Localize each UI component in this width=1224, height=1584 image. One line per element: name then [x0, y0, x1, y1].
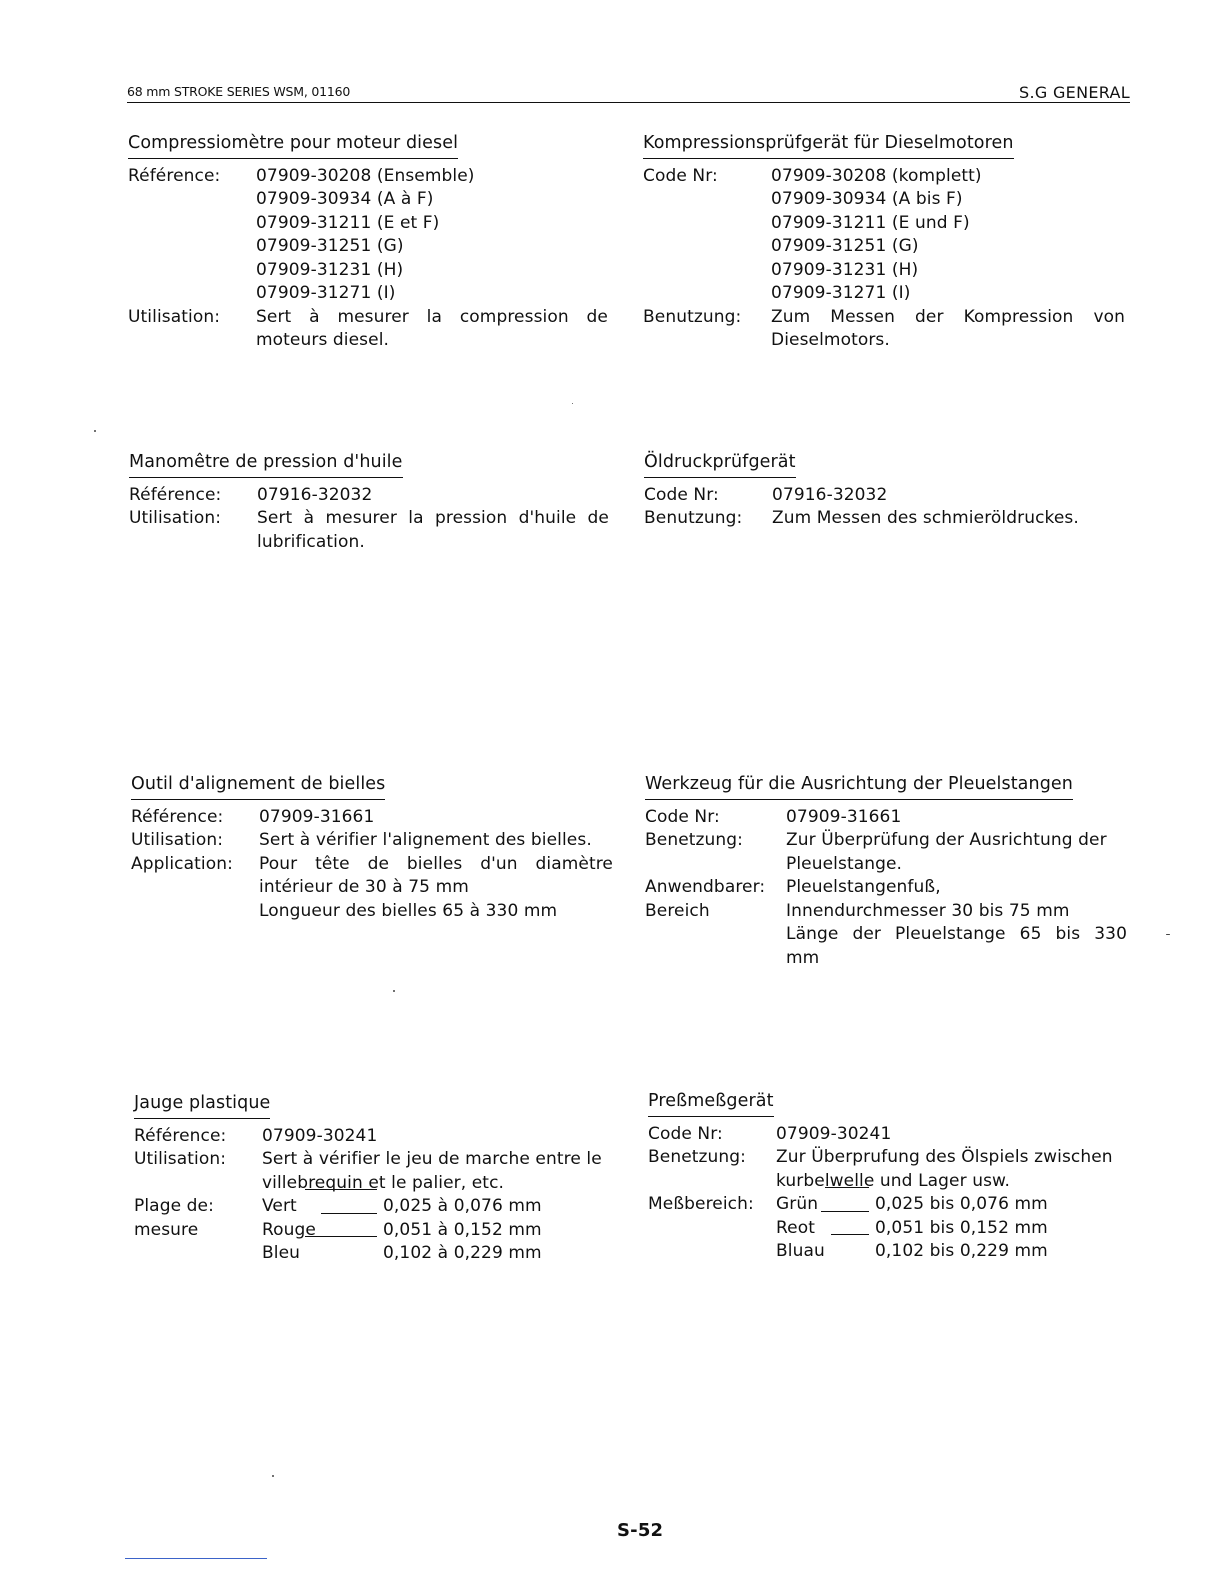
usage-line: Zur Überprufung des Ölspiels zwischen [776, 1147, 1113, 1167]
section-oil-pressure-gauge-de [644, 451, 1126, 531]
part-number: 07909-30208 (Ensemble) [256, 165, 475, 186]
leader-line [821, 1211, 869, 1212]
part-number: 07909-31211 (E und F) [771, 212, 970, 233]
leader-line [305, 1236, 377, 1237]
part-number: 07909-31231 (H) [771, 259, 919, 280]
leader-line [321, 1213, 377, 1214]
application-line: Longueur des bielles 65 à 330 mm [259, 900, 558, 921]
leader-line [831, 1234, 869, 1235]
usage-values [262, 1148, 616, 1195]
part-number: 07909-31231 (H) [256, 259, 404, 280]
usage-row [648, 1146, 1132, 1193]
usage-label: Benetzung: [648, 1147, 747, 1167]
usage-values [786, 829, 1127, 876]
gauge-range-row [262, 1195, 616, 1219]
section-title: Outil d'alignement de bielles [131, 773, 385, 800]
section-oil-pressure-gauge-fr [129, 451, 609, 554]
reference-row [134, 1125, 616, 1149]
section-plastigage-de [648, 1090, 1132, 1264]
gauge-color-name: Rouge [262, 1219, 316, 1240]
application-line: Länge der Pleuelstange 65 bis 330 [786, 924, 1127, 944]
reference-label: Code Nr: [644, 484, 719, 505]
gauge-color-name: Reot [776, 1217, 815, 1238]
gauge-range-row [776, 1217, 1132, 1241]
usage-row [128, 306, 608, 353]
reference-label: Référence: [128, 165, 221, 186]
section-title: Preßmeßgerät [648, 1090, 774, 1117]
usage-row [643, 306, 1125, 353]
section-rod-alignment-tool-de [645, 773, 1127, 970]
reference-row [643, 165, 1125, 306]
measuring-range-label: Meßbereich: [648, 1194, 754, 1214]
usage-line: Pleuelstange. [786, 853, 903, 874]
application-row [645, 876, 1127, 970]
usage-line: Sert à vérifier le jeu de marche entre le [262, 1149, 602, 1169]
part-number: 07909-30934 (A bis F) [771, 189, 963, 209]
usage-text: Sert à vérifier l'alignement des bielles. [259, 830, 592, 850]
reference-label: Référence: [134, 1125, 227, 1146]
usage-row [644, 507, 1126, 531]
usage-label: Utilisation: [134, 1149, 227, 1169]
leader-line [825, 1187, 869, 1188]
gauge-color-name: Bleu [262, 1243, 301, 1263]
part-number: 07909-31661 [786, 806, 902, 827]
usage-line: Zur Überprüfung der Ausrichtung der [786, 830, 1107, 850]
application-label: Application: [131, 853, 233, 874]
reference-label: Code Nr: [645, 806, 720, 827]
part-number: 07909-31271 (I) [771, 283, 911, 303]
reference-row [645, 806, 1127, 830]
gauge-ranges [262, 1195, 616, 1266]
gauge-ranges [776, 1193, 1132, 1264]
section-compression-tester-de [643, 132, 1125, 353]
measuring-range-row [648, 1193, 1132, 1264]
scan-speck [94, 430, 96, 432]
section-plastigage-fr [134, 1092, 616, 1266]
usage-label: Utilisation: [128, 306, 221, 327]
gauge-range-row [776, 1193, 1132, 1217]
part-number: 07916-32032 [257, 484, 373, 505]
usage-text: Zum Messen der Kompression von Dieselmotors. [771, 306, 1125, 350]
usage-text: Sert à mesurer la pression d'huile de lubrification. [257, 508, 609, 552]
section-title: Compressiomètre pour moteur diesel [128, 132, 458, 159]
usage-row [645, 829, 1127, 876]
page-header [127, 78, 1130, 103]
usage-row [131, 829, 613, 853]
measuring-range-label: Plage de: mesure [134, 1196, 214, 1240]
scan-speck [1166, 934, 1170, 935]
part-number: 07916-32032 [772, 484, 888, 505]
usage-label: Benutzung: [643, 306, 742, 327]
scan-speck [393, 990, 395, 992]
part-number: 07909-31251 (G) [256, 236, 404, 256]
scan-speck [572, 403, 573, 404]
reference-values [771, 165, 1125, 306]
gauge-range-row [262, 1242, 616, 1266]
application-line: intérieur de 30 à 75 mm [259, 877, 469, 897]
usage-text: Zum Messen des schmieröldruckes. [772, 508, 1079, 528]
application-line: Pour tête de bielles d'un diamètre [259, 853, 613, 874]
application-row [131, 853, 613, 924]
scan-speck [272, 1475, 274, 1477]
reference-row [131, 806, 613, 830]
gauge-color-name: Bluau [776, 1241, 825, 1261]
part-number: 07909-31661 [259, 806, 375, 827]
reference-values [256, 165, 608, 306]
application-line: mm [786, 947, 820, 968]
header-section-label: S.G GENERAL [1019, 83, 1130, 102]
application-line: Pleuelstangenfuß, [786, 877, 941, 897]
part-number: 07909-31271 (I) [256, 283, 396, 303]
application-values [786, 876, 1127, 970]
section-title: Kompressionsprüfgerät für Dieselmotoren [643, 132, 1014, 159]
reference-row [648, 1123, 1132, 1147]
gauge-color-name: Vert [262, 1196, 297, 1216]
usage-line: villebrequin et le palier, etc. [262, 1172, 505, 1193]
section-title: Jauge plastique [134, 1092, 270, 1119]
usage-label: Benutzung: [644, 508, 743, 528]
application-line: Innendurchmesser 30 bis 75 mm [786, 900, 1070, 921]
header-series-label: 68 mm STROKE SERIES WSM, 01160 [127, 84, 351, 99]
usage-label: Utilisation: [131, 830, 224, 850]
gauge-range-value: 0,051 à 0,152 mm [383, 1219, 542, 1240]
reference-label: Code Nr: [648, 1123, 723, 1144]
usage-label: Benetzung: [645, 830, 744, 850]
gauge-range-value: 0,102 à 0,229 mm [383, 1243, 542, 1263]
leader-line [305, 1189, 377, 1190]
reference-row [128, 165, 608, 306]
measuring-range-row [134, 1195, 616, 1266]
application-values [259, 853, 613, 924]
usage-line: kurbelwelle und Lager usw. [776, 1170, 1010, 1191]
application-label: Anwendbarer: Bereich [645, 877, 766, 921]
usage-values [776, 1146, 1132, 1193]
gauge-range-row [262, 1219, 616, 1243]
usage-row [134, 1148, 616, 1195]
part-number: 07909-30241 [776, 1123, 892, 1144]
usage-row [129, 507, 609, 554]
gauge-range-row [776, 1240, 1132, 1264]
part-number: 07909-30208 (komplett) [771, 165, 982, 186]
reference-row [644, 484, 1126, 508]
usage-text: Sert à mesurer la compression de moteurs diesel. [256, 306, 608, 350]
section-compression-tester-fr [128, 132, 608, 353]
footer-rule [125, 1558, 267, 1559]
section-title: Werkzeug für die Ausrichtung der Pleuelstangen [645, 773, 1073, 800]
part-number: 07909-31211 (E et F) [256, 212, 440, 233]
section-title: Manomêtre de pression d'huile [129, 451, 403, 478]
part-number: 07909-30241 [262, 1125, 378, 1146]
usage-label: Utilisation: [129, 508, 222, 528]
gauge-range-value: 0,102 bis 0,229 mm [875, 1241, 1048, 1261]
gauge-range-value: 0,025 bis 0,076 mm [875, 1194, 1048, 1214]
reference-label: Code Nr: [643, 165, 718, 186]
section-title: Öldruckprüfgerät [644, 451, 796, 478]
reference-label: Référence: [129, 484, 222, 505]
part-number: 07909-31251 (G) [771, 236, 919, 256]
part-number: 07909-30934 (A à F) [256, 189, 434, 209]
gauge-color-name: Grün [776, 1194, 819, 1214]
gauge-range-value: 0,025 à 0,076 mm [383, 1196, 542, 1216]
page-number: S-52 [617, 1520, 664, 1541]
gauge-range-value: 0,051 bis 0,152 mm [875, 1217, 1048, 1238]
reference-label: Référence: [131, 806, 224, 827]
section-rod-alignment-tool-fr [131, 773, 613, 923]
reference-row [129, 484, 609, 508]
